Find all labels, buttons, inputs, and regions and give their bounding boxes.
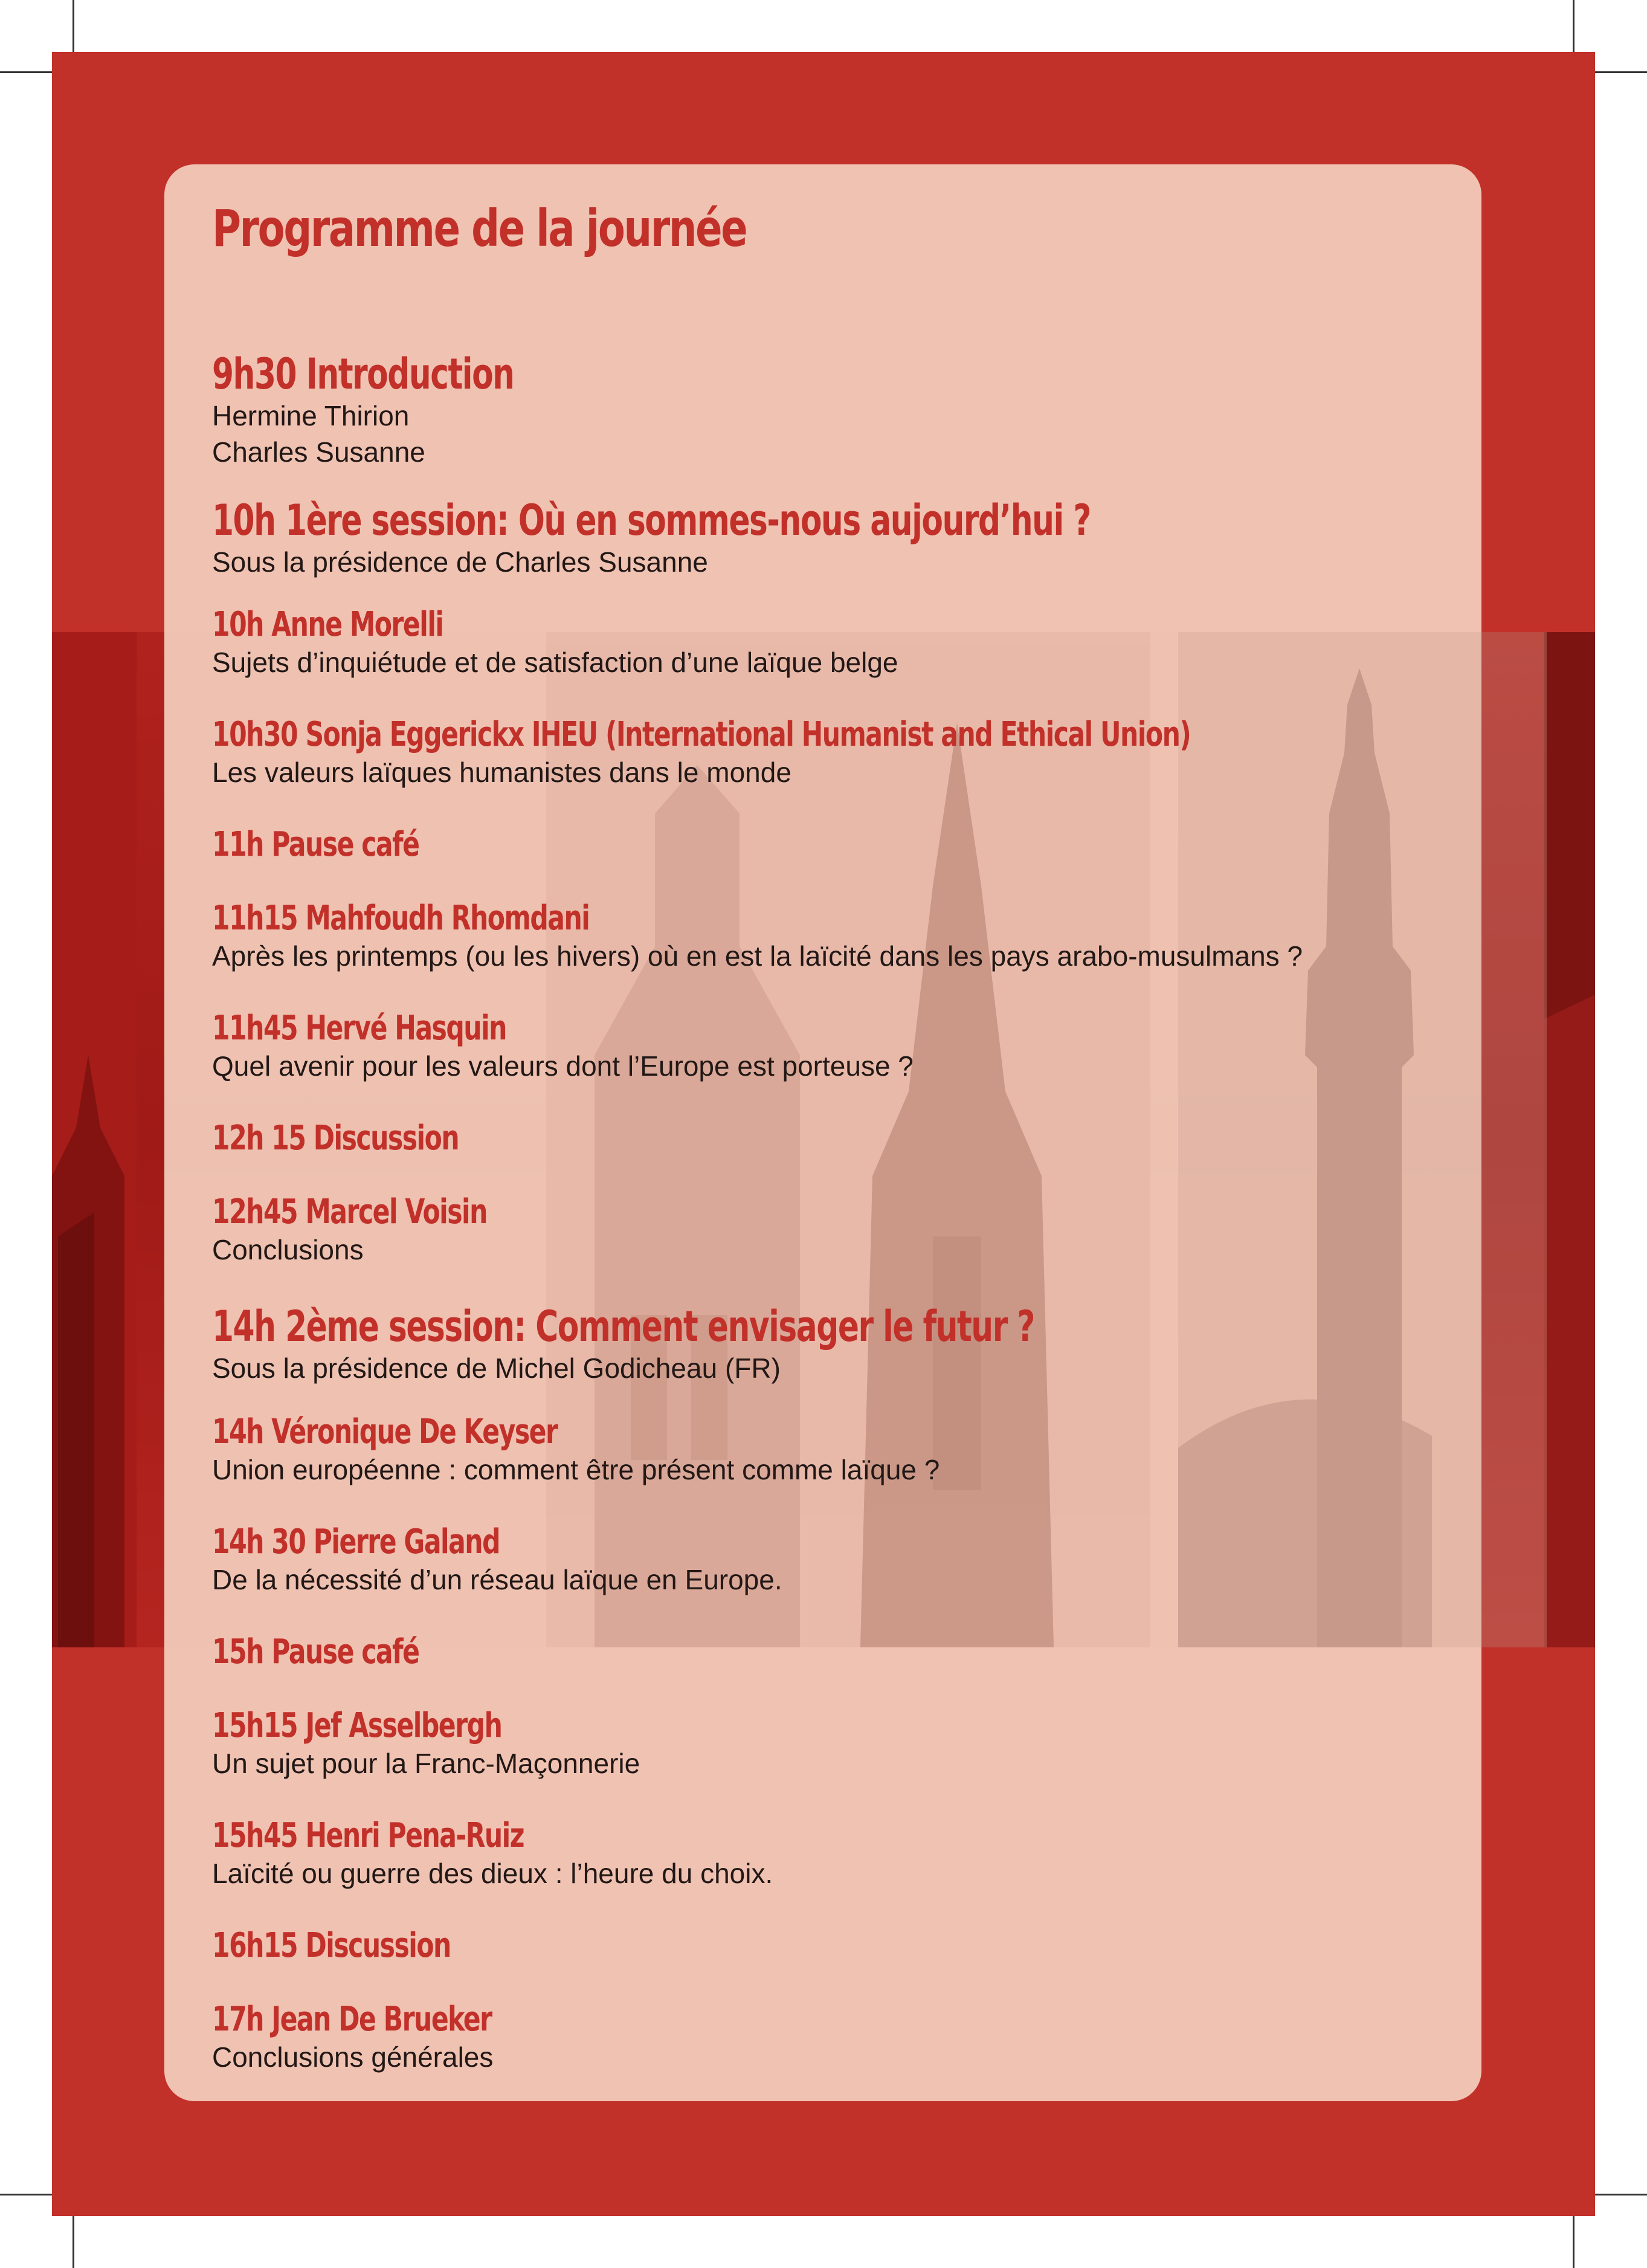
schedule-item-heading: 11h15 Mahfoudh Rhomdani: [212, 899, 590, 938]
schedule-item-heading: 12h 15 Discussion: [212, 1119, 459, 1158]
schedule-item-heading: 16h15 Discussion: [212, 1926, 451, 1965]
crop-mark: [0, 71, 57, 73]
schedule-item-detail: Sujets d’inquiétude et de satisfaction d’une laïque belge: [212, 647, 898, 678]
schedule-item: [212, 715, 1451, 790]
schedule-item-detail: Quel avenir pour les valeurs dont l’Europe est porteuse ?: [212, 1050, 914, 1082]
schedule-item-heading: 12h45 Marcel Voisin: [212, 1192, 487, 1232]
schedule-item: [212, 1009, 1451, 1084]
schedule-item-detail: Sous la présidence de Michel Godicheau (FR): [212, 1352, 781, 1384]
schedule-item: [212, 1926, 1451, 1965]
schedule-item-detail: Hermine Thirion: [212, 400, 410, 431]
schedule-item-heading: 15h45 Henri Pena-Ruiz: [212, 1816, 524, 1855]
schedule-item-heading: 14h 30 Pierre Galand: [212, 1522, 500, 1562]
schedule-item-heading: 11h Pause café: [212, 825, 419, 864]
schedule-item-heading: 14h 2ème session: Comment envisager le futur ?: [212, 1302, 1034, 1351]
schedule-item: [212, 1816, 1451, 1892]
schedule-item-heading: 10h 1ère session: Où en sommes-nous aujourd’hui ?: [212, 496, 1091, 545]
schedule-item: [212, 1632, 1451, 1672]
crop-mark: [73, 2211, 74, 2268]
schedule-item: [212, 605, 1451, 680]
schedule-item-detail: Conclusions: [212, 1234, 364, 1265]
red-page: [52, 52, 1595, 2216]
right-building-silhouette: [1544, 632, 1595, 1647]
schedule-item: [212, 349, 1451, 470]
left-building-silhouette: [52, 632, 137, 1647]
schedule-item-heading: 14h Véronique De Keyser: [212, 1412, 558, 1452]
crop-mark: [1573, 2211, 1574, 2268]
schedule-item-heading: 10h30 Sonja Eggerickx IHEU (International Humanist and Ethical Union): [212, 715, 1191, 754]
schedule-item-detail: Après les printemps (ou les hivers) où en est la laïcité dans les pays arabo-musulmans ?: [212, 940, 1303, 972]
crop-mark: [1573, 0, 1574, 57]
page-title: Programme de la journée: [212, 199, 747, 258]
schedule-item-heading: 9h30 Introduction: [212, 349, 514, 399]
schedule-item-detail: Laïcité ou guerre des dieux : l’heure du choix.: [212, 1858, 773, 1889]
schedule-item-detail: Charles Susanne: [212, 436, 425, 468]
crop-mark: [1590, 71, 1647, 73]
schedule-item-detail: De la nécessité d’un réseau laïque en Europe.: [212, 1564, 782, 1595]
schedule-item: [212, 1522, 1451, 1598]
schedule-item-heading: 15h Pause café: [212, 1632, 419, 1672]
programme-content: [212, 199, 1451, 2073]
schedule-item-detail: Les valeurs laïques humanistes dans le monde: [212, 757, 791, 788]
schedule-item: [212, 2000, 1451, 2075]
schedule-item: [212, 1706, 1451, 1782]
crop-mark: [73, 0, 74, 57]
schedule-item: [212, 1302, 1451, 1386]
schedule-item-detail: Union européenne : comment être présent comme laïque ?: [212, 1454, 940, 1485]
crop-mark: [1590, 2194, 1647, 2195]
schedule-item: [212, 1412, 1451, 1488]
schedule-item-detail: Conclusions générales: [212, 2041, 494, 2073]
schedule-item: [212, 496, 1451, 580]
crop-mark: [0, 2194, 57, 2195]
schedule-item: [212, 1192, 1451, 1268]
schedule-item-detail: Un sujet pour la Franc-Maçonnerie: [212, 1748, 640, 1779]
schedule-item-detail: Sous la présidence de Charles Susanne: [212, 546, 708, 578]
schedule-item-heading: 10h Anne Morelli: [212, 605, 443, 644]
schedule-item-heading: 17h Jean De Brueker: [212, 2000, 492, 2039]
schedule-item: [212, 825, 1451, 864]
schedule-item-heading: 15h15 Jef Asselbergh: [212, 1706, 502, 1745]
schedule-item: [212, 1119, 1451, 1158]
schedule-item-heading: 11h45 Hervé Hasquin: [212, 1009, 506, 1048]
schedule-item: [212, 899, 1451, 974]
